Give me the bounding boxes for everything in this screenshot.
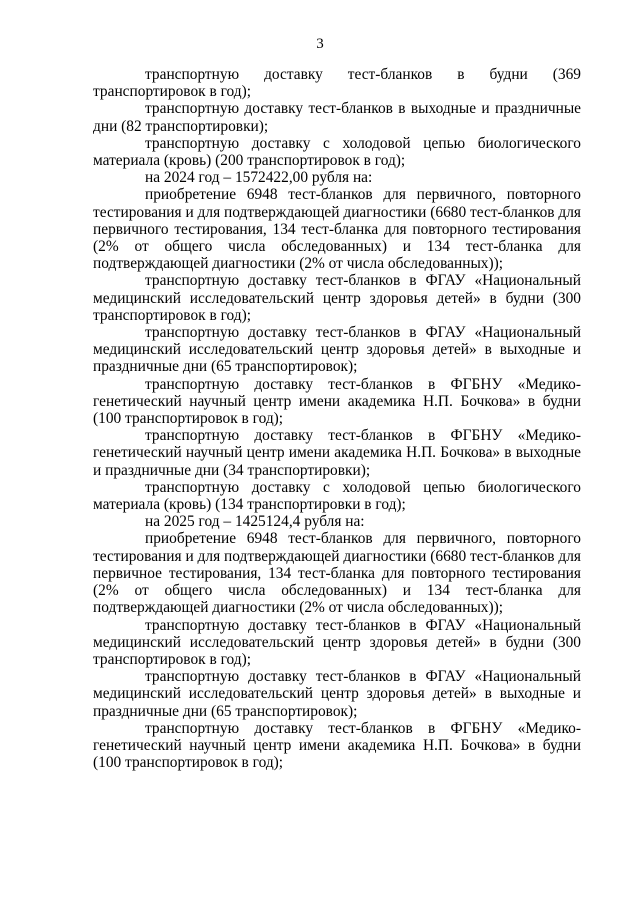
paragraph: транспортную доставку тест-бланков в ФГАУ «Национальный медицинский исследовательский центр здоровья детей» в будни (300 транспортировок в год);	[93, 272, 581, 324]
paragraph: транспортную доставку с холодовой цепью биологического материала (кровь) (200 транспортировок в год);	[93, 134, 581, 170]
paragraph: на 2024 год – 1572422,00 рубля на:	[145, 169, 373, 187]
paragraph: транспортную доставку тест-бланков в ФГАУ «Национальный медицинский исследовательский центр здоровья детей» в выходные и праздничные дни (65 транспортировок);	[93, 668, 581, 720]
paragraph: на 2025 год – 1425124,4 рубля на:	[145, 513, 365, 531]
document-body	[93, 66, 581, 771]
paragraph: транспортную доставку тест-бланков в ФГБНУ «Медико-генетический научный центр имени академика Н.П. Бочкова» в будни (100 транспортировок в год);	[93, 375, 581, 428]
page-number: 3	[316, 36, 324, 52]
paragraph: транспортную доставку тест-бланков в ФГБНУ «Медико-генетический научный центр имени академика Н.П. Бочкова» в будни (100 транспортировок в год);	[93, 719, 581, 772]
paragraph: транспортную доставку тест-бланков в ФГАУ «Национальный медицинский исследовательский центр здоровья детей» в будни (300 транспортировок в год);	[93, 616, 581, 668]
paragraph: транспортную доставку тест-бланков в ФГАУ «Национальный медицинский исследовательский центр здоровья детей» в выходные и праздничные дни (65 транспортировок);	[93, 324, 581, 376]
paragraph: транспортную доставку тест-бланков в ФГБНУ «Медико-генетический научный центр имени академика Н.П. Бочкова» в выходные и праздничные дни (34 транспортировки);	[93, 427, 581, 479]
paragraph: транспортную доставку тест-бланков в будни (369 транспортировок в год);	[93, 66, 581, 101]
paragraph: транспортную доставку тест-бланков в выходные и праздничные дни (82 транспортировки);	[93, 100, 581, 135]
paragraph: приобретение 6948 тест-бланков для первичного, повторного тестирования и для подтверждающей диагностики (6680 тест-бланков для первичного тестирования, 134 тест-бланка для повторного тестирования (2% от общего числа обследованных) и 134 тест-бланка для подтверждающей диагностики (2% от числа обследованных));	[93, 186, 581, 273]
paragraph: транспортную доставку с холодовой цепью биологического материала (кровь) (134 транспортировки в год);	[93, 478, 581, 514]
paragraph: приобретение 6948 тест-бланков для первичного, повторного тестирования и для подтверждающей диагностики (6680 тест-бланков для первичное тестирования, 134 тест-бланка для повторного тестирования (2% от общего числа обследованных) и 134 тест-бланка для подтверждающей диагностики (2% от числа обследованных));	[93, 530, 581, 617]
